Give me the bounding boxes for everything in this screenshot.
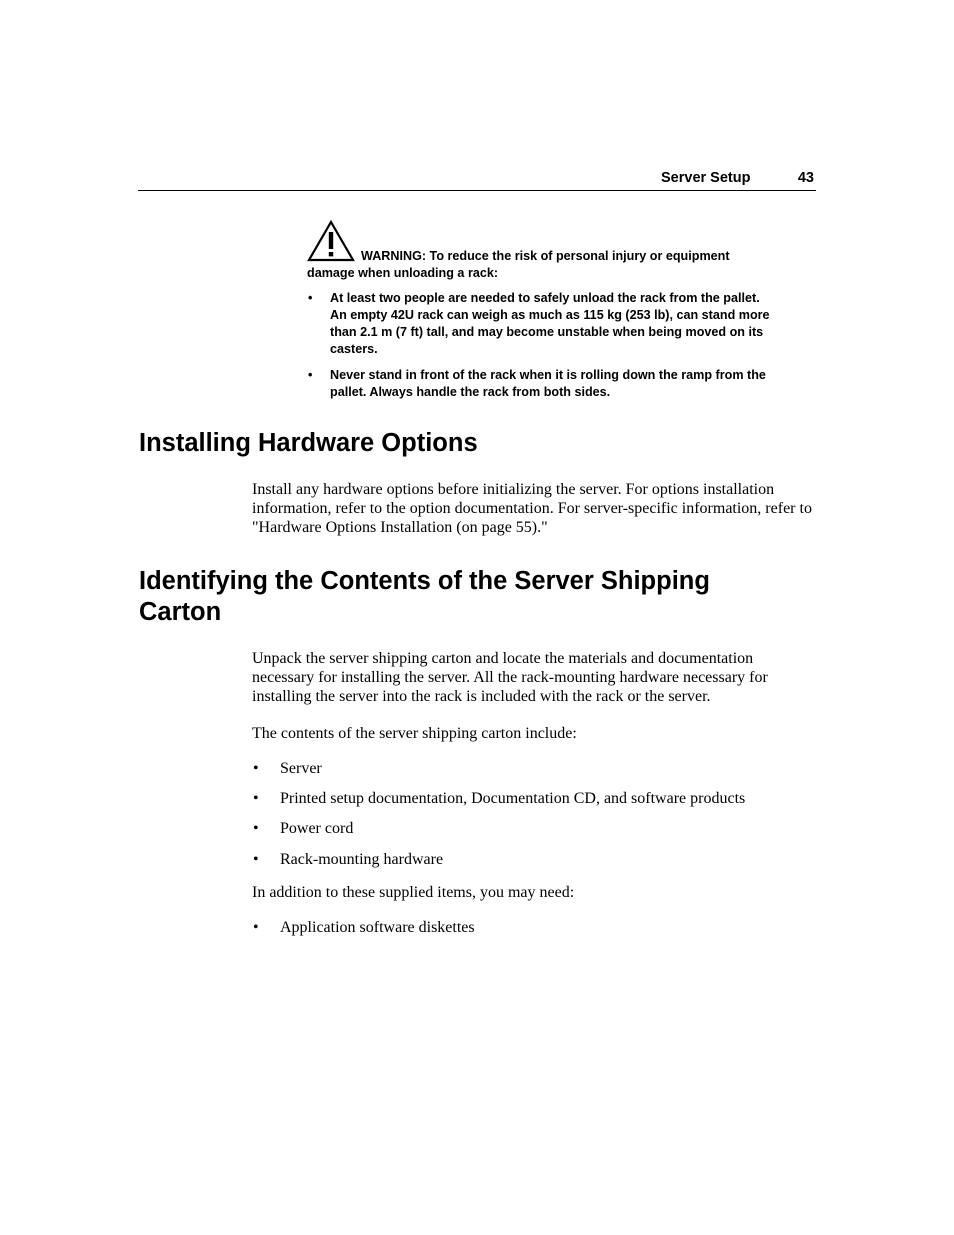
page-number: 43 <box>797 170 814 186</box>
warning-lead-text: WARNING: To reduce the risk of personal injury or equipment damage when unloading a rack: <box>307 249 730 280</box>
list-item-text: Application software diskettes <box>280 919 475 936</box>
warning-list <box>307 290 777 401</box>
warning-item: • At least two people are needed to safely unload the rack from the pallet. An empty 42U rack can weigh as much as 115 kg (253 lb), can stand more than 2.1 m (7 ft) tall, and may become unstable when being moved on its casters. <box>308 291 770 356</box>
section2-paragraph-1: Unpack the server shipping carton and locate the materials and documentation necessary for installing the server. All the rack-mounting hardware necessary for installing the server into the rack is included with the rack or the server. <box>252 650 768 705</box>
warning-item-text: Never stand in front of the rack when it is rolling down the ramp from the pallet. Always handle the rack from both sides. <box>330 368 766 399</box>
section1-body <box>252 480 818 537</box>
warning-box <box>307 223 777 410</box>
section2-body <box>252 649 818 937</box>
page-header <box>138 168 816 191</box>
list-item: • Power cord <box>253 820 354 837</box>
heading-line-2: Carton <box>139 598 222 626</box>
section-heading-identifying-contents <box>139 566 710 628</box>
list-item: • Printed setup documentation, Documentation CD, and software products <box>253 790 746 807</box>
section1-paragraph: Install any hardware options before initializing the server. For options installation information, refer to the option documentation. For server-specific information, refer to "Hardware Options Installation (on page 55)." <box>252 481 812 536</box>
contents-list <box>252 759 818 869</box>
section2-paragraph-2: The contents of the server shipping carton include: <box>252 725 577 742</box>
list-item: • Application software diskettes <box>253 919 475 936</box>
list-item-text: Printed setup documentation, Documentation CD, and software products <box>280 790 746 807</box>
list-item: • Server <box>253 760 322 777</box>
section-heading-installing-hardware-options: Installing Hardware Options <box>139 429 478 457</box>
section2-paragraph-3: In addition to these supplied items, you may need: <box>252 884 575 901</box>
list-item-text: Power cord <box>280 820 354 837</box>
extras-list <box>252 918 818 937</box>
warning-triangle-icon <box>307 220 355 262</box>
warning-item: • Never stand in front of the rack when it is rolling down the ramp from the pallet. Always handle the rack from both sides. <box>308 368 766 399</box>
list-item-text: Rack-mounting hardware <box>280 851 444 868</box>
warning-item-text: At least two people are needed to safely unload the rack from the pallet. An empty 42U rack can weigh as much as 115 kg (253 lb), can stand more than 2.1 m (7 ft) tall, and may become unstable when being moved on its casters. <box>330 291 770 356</box>
header-section-title: Server Setup <box>661 170 751 186</box>
list-item-text: Server <box>280 760 322 777</box>
heading-line-1: Identifying the Contents of the Server Shipping <box>139 567 710 595</box>
list-item: • Rack-mounting hardware <box>253 851 444 868</box>
warning-lead <box>307 223 777 282</box>
